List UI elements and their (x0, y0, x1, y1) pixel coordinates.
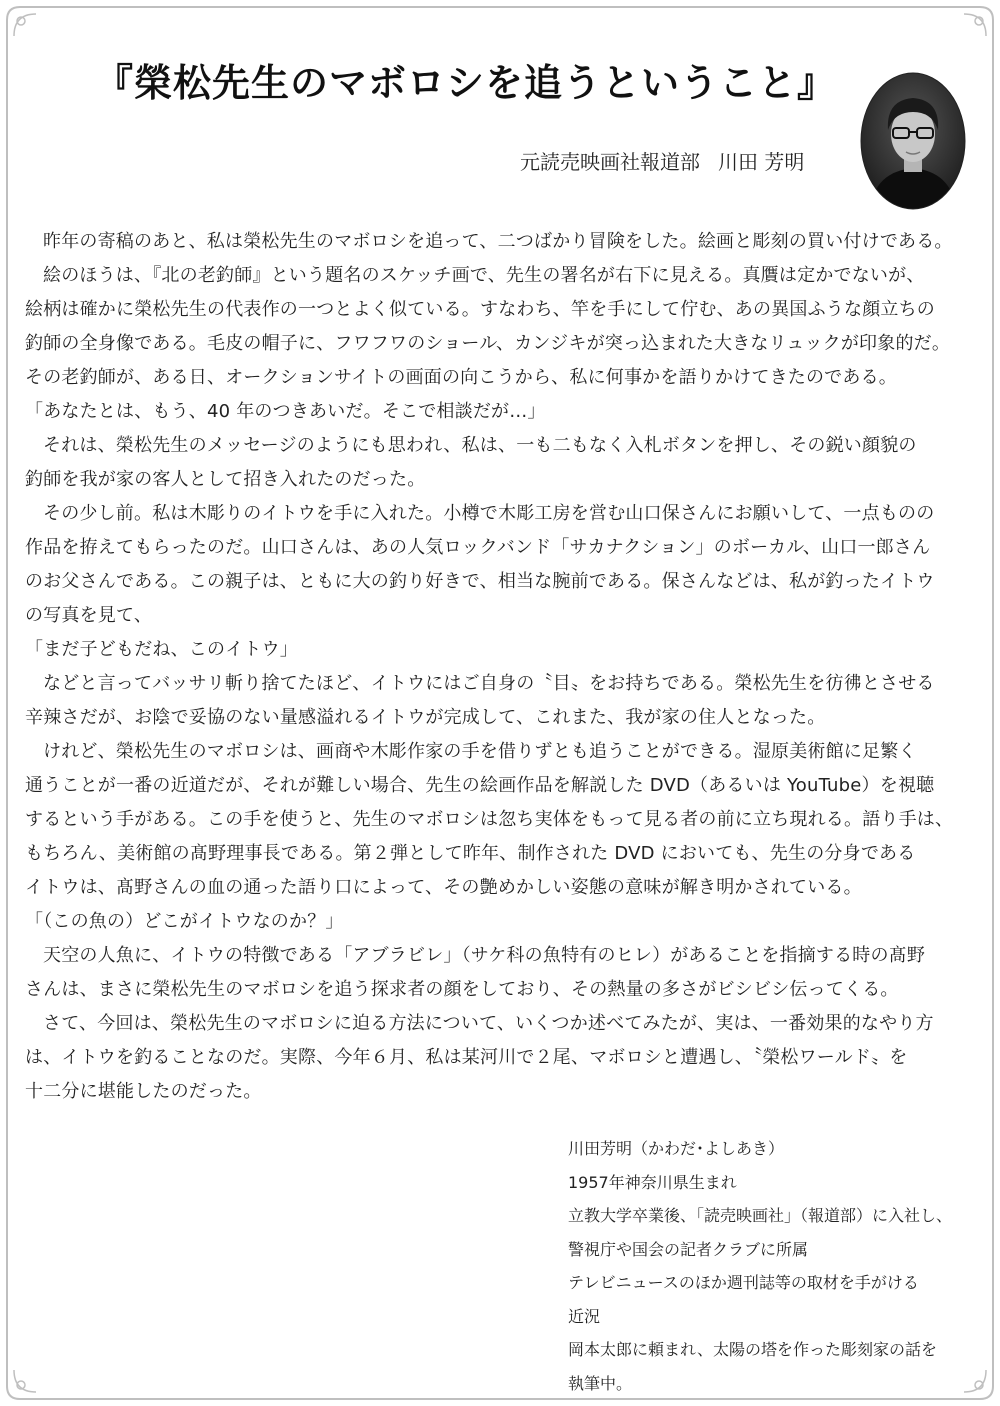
article-line: その少し前。私は木彫りのイトウを手に入れた。小樽で木彫工房を営む山口保さんにお願いして、一点ものの (43, 503, 935, 524)
article-line: 釣師を我が家の客人として招き入れたのだった。 (25, 469, 426, 490)
article-line: それは、榮松先生のメッセージのようにも思われ、私は、一も二もなく入札ボタンを押し、その鋭い顔貌の (43, 435, 917, 456)
frame-top-border (46, 6, 954, 8)
article-line: 「まだ子どもだね、このイトウ」 (25, 639, 298, 660)
article-line: 作品を拵えてもらったのだ。山口さんは、あの人気ロックバンド「サカナクション」のボーカル、山口一郎さん (25, 537, 931, 558)
article-line: イトウは、髙野さんの血の通った語り口によって、その艶めかしい姿態の意味が解き明かされている。 (25, 877, 862, 898)
article-title: 『榮松先生のマボロシを追うということ』 (95, 60, 837, 105)
article-line: するという手がある。この手を使うと、先生のマボロシは忽ち実体をもって見る者の前に立ち現れる。語り手は、 (25, 809, 954, 830)
profile-line: 立教大学卒業後、「読売映画社」（報道部）に入社し、 (568, 1206, 953, 1225)
article-line: のお父さんである。この親子は、ともに大の釣り好きで、相当な腕前である。保さんなどは、私が釣ったイトウ (25, 571, 935, 592)
profile-line: 1957年神奈川県生まれ (568, 1172, 737, 1192)
article-line: 「あなたとは、もう、40 年のつきあいだ。そこで相談だが…」 (25, 401, 546, 422)
profile-line: 警視庁や国会の記者クラブに所属 (568, 1239, 809, 1259)
article-line: などと言ってバッサリ斬り捨てたほど、イトウにはご自身の〝目〟をお持ちである。榮松先生を彷彿とさせる (43, 673, 935, 694)
article-line: 昨年の寄稿のあと、私は榮松先生のマボロシを追って、二つばかり冒険をした。絵画と彫刻の買い付けである。 (43, 231, 953, 252)
article-line: 通うことが一番の近道だが、それが難しい場合、先生の絵画作品を解説した DVD（あるいは YouTube）を視聴 (25, 775, 935, 796)
flourish-corner-icon (6, 6, 50, 50)
flourish-corner-icon (6, 1356, 50, 1400)
article-line: 天空の人魚に、イトウの特徴である「アブラビレ」（サケ科の魚特有のヒレ）があることを指摘する時の髙野 (43, 945, 926, 966)
article-body (25, 225, 987, 1109)
author-name: 川田 芳明 (718, 150, 805, 174)
article-line: の写真を見て、 (25, 605, 153, 626)
article-line: 絵柄は確かに榮松先生の代表作の一つとよく似ている。すなわち、竿を手にして佇む、あの異国ふうな顔立ちの (25, 299, 935, 320)
author-affiliation: 元読売映画社報道部 (520, 150, 700, 174)
article-line: は、イトウを釣ることなのだ。実際、今年６月、私は某河川で２尾、マボロシと遭遇し、〝榮松ワールド〟を (25, 1047, 908, 1068)
article-line: もちろん、美術館の髙野理事長である。第２弾として昨年、制作された DVD においても、先生の分身である (25, 843, 916, 864)
article-line: けれど、榮松先生のマボロシは、画商や木彫作家の手を借りずとも追うことができる。湿原美術館に足繁く (43, 741, 917, 762)
author-portrait (860, 72, 966, 210)
flourish-corner-icon (950, 6, 994, 50)
frame-left-border (6, 46, 8, 1360)
author-byline (520, 146, 804, 175)
article-line: 辛辣さだが、お陰で妥協のない量感溢れるイトウが完成して、これまた、我が家の住人となった。 (25, 707, 826, 728)
profile-line: 執筆中。 (568, 1373, 633, 1393)
article-line: 釣師の全身像である。毛皮の帽子に、フワフワのショール、カンジキが突っ込まれた大きなリュックが印象的だ。 (25, 333, 951, 354)
profile-line: 岡本太郎に頼まれ、太陽の塔を作った彫刻家の話を (568, 1340, 937, 1359)
article-line: その老釣師が、ある日、オークションサイトの画面の向こうから、私に何事かを語りかけてきたのである。 (25, 367, 897, 388)
article-line: 十二分に堪能したのだった。 (25, 1081, 262, 1102)
profile-line: テレビニュースのほか週刊誌等の取材を手がける (568, 1273, 919, 1292)
article-line: さんは、まさに榮松先生のマボロシを追う探求者の顔をしており、その熱量の多さがビシビシ伝ってくる。 (25, 979, 899, 1000)
profile-line: 川田芳明（かわだ･よしあき） (568, 1139, 785, 1158)
frame-right-border (992, 46, 994, 1360)
author-profile (568, 1132, 978, 1400)
article-line: さて、今回は、榮松先生のマボロシに迫る方法について、いくつか述べてみたが、実は、一番効果的なやり方 (43, 1013, 934, 1034)
article-line: 絵のほうは、『北の老釣師』という題名のスケッチ画で、先生の署名が右下に見える。真贋は定かでないが、 (43, 265, 925, 286)
profile-line: 近況 (568, 1306, 601, 1326)
article-line: 「（この魚の）どこがイトウなのか？」 (25, 911, 344, 932)
